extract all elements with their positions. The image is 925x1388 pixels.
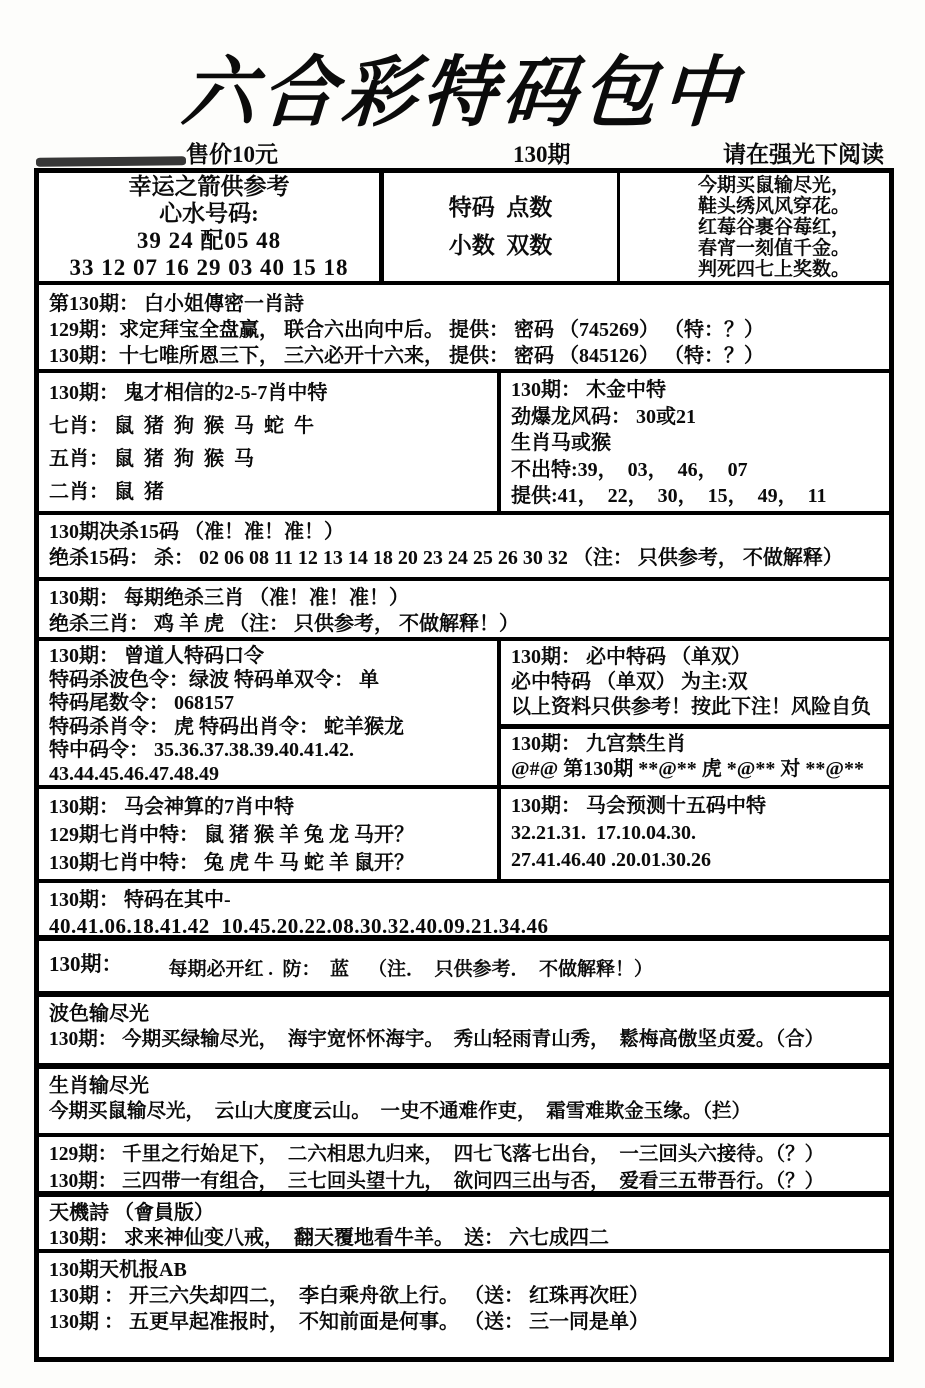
provided-numbers: 提供:41， 22， 30， 15， 49， 11 — [511, 485, 827, 507]
color-verse-text: 130期： 今期买绿输尽光， 海宇宽怀怀海宇。 秀山轻雨青山秀， 鬆梅高傲坚贞爱。（合） — [49, 1029, 825, 1050]
zodiac-257-title: 130期： 鬼才相信的2-5-7肖中特 — [49, 382, 328, 404]
section-jockey-club — [39, 789, 889, 883]
attr-line-1: 特码 点数 — [448, 195, 553, 220]
heaven-report-line2: 130期 ： 五更早起准报时， 不知前面是何事。 （送： 三一同是单） — [49, 1311, 649, 1333]
seven-zodiac-130: 130期七肖中特： 兔 虎 牛 马 蛇 羊 鼠开？ — [49, 852, 414, 874]
seven-zodiac-129: 129期七肖中特： 鼠 猪 猴 羊 兔 龙 马开？ — [49, 824, 414, 846]
kill-15-title: 130期决杀15码 （准！准！准！） — [49, 521, 344, 543]
verse-line: 判死四七上奖数。 — [698, 258, 851, 280]
excluded-numbers: 不出特:39， 03， 46， 07 — [511, 458, 748, 481]
kill-3-zodiacs: 绝杀三肖： 鸡 羊 虎 （注： 只供参考， 不做解释！） — [49, 613, 519, 635]
wood-gold-cell — [497, 373, 889, 511]
fifteen-codes-title: 130期： 马会预测十五码中特 — [511, 795, 766, 817]
seven-zodiac-cell — [39, 789, 497, 879]
fifteen-codes-cell — [497, 789, 889, 879]
section-zodiac-verse — [39, 1067, 889, 1137]
zodiac-2: 二肖： 鼠 猪 — [49, 481, 164, 503]
zodiac-horse-monkey: 生肖马或猴 — [511, 432, 611, 454]
verse-line: 春宵一刻值千金。 — [698, 237, 851, 259]
master-password-cell — [39, 641, 497, 785]
secret-poem-130: 130期：十七唯所恩三下， 三六必开十六来， 提供： 密码 （845126） （特：？） — [49, 345, 764, 367]
zodiac-5: 五肖： 鼠 猪 狗 猴 马 — [49, 448, 254, 470]
dragon-code: 劲爆龙风码： 30或21 — [511, 405, 696, 428]
kill-3-title: 130期： 每期绝杀三肖 （准！准！准！） — [49, 587, 409, 609]
riddle-130: 130期： 三四带一有组合， 三七回头望十九， 欲问四三出与否， 爱看三五带吾行。（？） — [49, 1171, 825, 1192]
verse-line: 红莓谷裹谷莓红， — [698, 216, 851, 238]
section-kill-15 — [39, 515, 889, 581]
heaven-report-line1: 130期 ： 开三六失却四二， 李白乘舟欲上行。 （送： 红珠再次旺） — [49, 1285, 649, 1307]
section-kill-3-zodiac — [39, 581, 889, 641]
lucky-numbers-cell — [39, 173, 379, 281]
section-zodiac-picks — [39, 373, 889, 515]
verse-line: 今期买鼠输尽光， — [698, 174, 851, 196]
issue-label: 130期 — [513, 142, 571, 167]
heaven-poem-title: 天機詩 （會員版） — [49, 1202, 214, 1224]
must-hit-disclaimer: 以上资料只供参考！按此下注！风险自负 — [511, 696, 871, 718]
password-tail: 特码尾数令： 068157 — [49, 692, 234, 714]
section-secret-poem — [39, 285, 889, 373]
lucky-numbers-main: 39 24 配05 48 — [136, 228, 282, 253]
zodiac-257-cell — [39, 373, 497, 511]
fifteen-codes-row2: 27.41.46.40 .20.01.30.26 — [511, 849, 711, 871]
price-label: 售价10元 — [186, 142, 278, 167]
lucky-title: 幸运之箭供参考 — [128, 174, 290, 199]
forbidden-zodiac-value: @#@ 第130期 **@** 虎 *@** 对 **@** — [511, 758, 865, 780]
kill-15-numbers: 绝杀15码： 杀： 02 06 08 11 12 13 14 18 20 23 24 25 26 30 32 （注： 只供参考， 不做解释） — [49, 547, 843, 569]
main-table — [34, 168, 894, 1362]
password-title: 130期： 曾道人特码口令 — [49, 645, 264, 667]
forbidden-zodiac-title: 130期： 九宫禁生肖 — [511, 733, 686, 755]
secret-poem-129: 129期：求定拜宝全盘赢， 联合六出向中后。 提供： 密码 （745269） （特：？） — [49, 319, 764, 341]
print-smudge — [36, 156, 186, 167]
section-riddles — [39, 1137, 889, 1197]
section-color-verse — [39, 997, 889, 1067]
red-open-text: 每期必开红 . 防： 蓝 （注． 只供参考． 不做解释！） — [168, 959, 654, 980]
verse-line: 鞋头绣风风穿花。 — [698, 195, 851, 217]
code-within-numbers: 40.41.06.18.41.42 10.45.20.22.08.30.32.40.09.21.34.46 — [49, 914, 549, 938]
section-code-within — [39, 883, 889, 941]
seven-zodiac-title: 130期： 马会神算的7肖中特 — [49, 796, 294, 818]
zodiac-7: 七肖： 鼠 猪 狗 猴 马 蛇 牛 — [49, 415, 314, 437]
page-title: 六合彩特码包中 — [179, 51, 745, 137]
verse-cell — [617, 173, 889, 281]
section-heaven-report — [39, 1253, 889, 1357]
section-red-open — [39, 941, 889, 997]
heaven-report-title: 130期天机报AB — [49, 1259, 187, 1281]
fifteen-codes-row1: 32.21.31. 17.10.04.30. — [511, 822, 696, 844]
attribute-cell — [379, 173, 617, 281]
wood-gold-title: 130期： 木金中特 — [511, 379, 666, 401]
section-lucky-numbers — [39, 173, 889, 285]
heaven-poem-text: 130期： 求来神仙变八戒， 翻天覆地看牛羊。 送： 六七成四二 — [49, 1227, 609, 1249]
must-hit-value: 必中特码 （单双） 为主:双 — [511, 671, 748, 693]
password-zodiac: 特码杀肖令： 虎 特码出肖令： 蛇羊猴龙 — [49, 715, 404, 738]
attr-line-2: 小数 双数 — [448, 233, 553, 258]
lucky-subtitle: 心水号码: — [159, 201, 259, 226]
section-passwords — [39, 641, 889, 789]
section-heaven-poem — [39, 1197, 889, 1253]
secret-poem-title: 第130期： 白小姐傳密一肖詩 — [49, 293, 304, 315]
zodiac-verse-title: 生肖输尽光 — [49, 1075, 149, 1097]
lucky-numbers-row: 33 12 07 16 29 03 40 15 18 — [69, 255, 349, 280]
must-hit-cell — [501, 641, 889, 729]
code-within-title: 130期： 特码在其中- — [49, 889, 231, 911]
riddle-129: 129期： 千里之行始足下， 二六相思九归来， 四七飞落七出台， 一三回头六接待。（？） — [49, 1144, 825, 1165]
forbidden-zodiac-cell — [501, 729, 889, 785]
reading-notice: 请在强光下阅读 — [723, 142, 884, 167]
must-hit-title: 130期： 必中特码 （单双） — [511, 646, 751, 668]
zodiac-verse-text: 今期买鼠输尽光， 云山大度度云山。 一史不通难作吏， 霜雪难欺金玉缘。（拦） — [49, 1101, 752, 1122]
password-codes-1: 特中码令： 35.36.37.38.39.40.41.42. — [49, 739, 354, 761]
password-codes-2: 43.44.45.46.47.48.49 — [49, 762, 219, 785]
red-open-issue: 130期： — [49, 952, 123, 976]
color-verse-title: 波色输尽光 — [49, 1003, 149, 1025]
right-stack — [497, 641, 889, 785]
password-color: 特码杀波色令：绿波 特码单双令： 单 — [49, 668, 379, 691]
